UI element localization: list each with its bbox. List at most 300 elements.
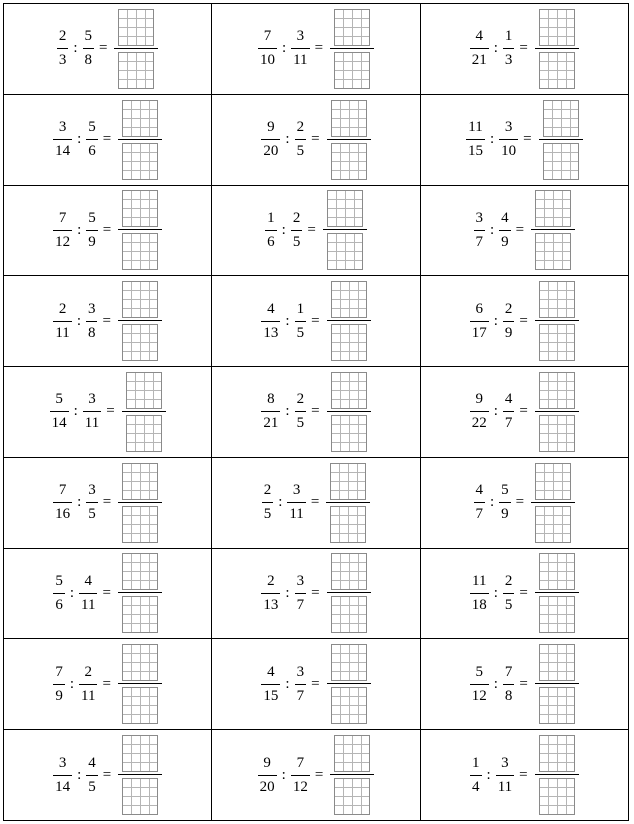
divisor-fraction	[291, 210, 303, 251]
denominator: 11	[84, 415, 100, 432]
divisor-fraction	[499, 482, 511, 523]
answer-fraction-box[interactable]	[535, 735, 579, 815]
denominator: 15	[263, 687, 279, 704]
answer-numerator-grid[interactable]	[330, 463, 366, 500]
problem-cell	[420, 548, 628, 639]
division-problem	[258, 735, 375, 815]
denominator: 14	[51, 415, 67, 432]
division-sign: :	[285, 312, 290, 329]
problem-cell	[212, 457, 420, 548]
answer-fraction-box[interactable]	[118, 463, 162, 543]
division-problem	[53, 553, 162, 633]
numerator: 5	[475, 663, 483, 680]
numerator: 5	[501, 482, 509, 499]
division-problem	[53, 735, 162, 815]
equals-sign: =	[519, 675, 528, 692]
numerator: 3	[88, 482, 96, 499]
dividend-fraction	[261, 301, 280, 342]
answer-fraction-box[interactable]	[539, 100, 583, 180]
divisor-fraction	[86, 482, 98, 523]
denominator: 12	[55, 233, 71, 250]
answer-denominator-grid[interactable]	[327, 233, 363, 270]
answer-fraction-line	[531, 229, 575, 230]
answer-numerator-grid[interactable]	[126, 372, 162, 409]
answer-fraction-box[interactable]	[327, 553, 371, 633]
answer-fraction-line	[535, 774, 579, 775]
answer-fraction-box[interactable]	[114, 9, 158, 89]
answer-fraction-box[interactable]	[118, 644, 162, 724]
numerator: 3	[292, 482, 301, 499]
denominator: 11	[55, 324, 70, 341]
numerator: 7	[58, 209, 67, 226]
answer-denominator-grid[interactable]	[122, 143, 158, 180]
division-sign: :	[69, 675, 75, 692]
answer-fraction-line	[535, 48, 579, 49]
problem-cell	[212, 185, 420, 276]
answer-denominator-grid[interactable]	[535, 506, 571, 543]
dividend-fraction	[258, 28, 277, 69]
numerator: 2	[263, 482, 272, 499]
denominator: 9	[88, 233, 96, 250]
answer-fraction-line	[118, 774, 162, 775]
divisor-fraction	[503, 301, 515, 342]
answer-fraction-line	[327, 139, 371, 140]
numerator: 11	[468, 119, 483, 136]
denominator: 4	[472, 778, 480, 795]
division-problem	[470, 735, 579, 815]
numerator: 5	[55, 572, 63, 589]
denominator: 13	[263, 324, 279, 341]
numerator: 3	[501, 754, 509, 771]
answer-denominator-grid[interactable]	[126, 415, 162, 452]
numerator: 2	[292, 209, 301, 226]
answer-fraction-line	[326, 502, 370, 503]
denominator: 9	[501, 506, 509, 523]
dividend-fraction	[53, 210, 72, 251]
answer-denominator-grid[interactable]	[539, 52, 575, 89]
denominator: 10	[501, 143, 517, 160]
dividend-fraction	[265, 210, 277, 251]
worksheet-row	[4, 94, 629, 185]
divisor-fraction	[291, 28, 309, 69]
problem-cell	[4, 730, 212, 821]
problem-cell	[4, 367, 212, 458]
problem-cell	[212, 94, 420, 185]
answer-numerator-grid[interactable]	[122, 100, 158, 137]
denominator: 21	[263, 415, 279, 432]
answer-fraction-line	[535, 592, 579, 593]
dividend-fraction	[474, 210, 486, 251]
problem-cell	[4, 276, 212, 367]
divisor-fraction	[295, 573, 307, 614]
answer-numerator-grid[interactable]	[539, 9, 575, 46]
answer-fraction-box[interactable]	[535, 553, 579, 633]
answer-fraction-box[interactable]	[327, 372, 371, 452]
problem-cell	[212, 548, 420, 639]
answer-numerator-grid[interactable]	[331, 281, 367, 318]
equals-sign: =	[102, 584, 111, 601]
divisor-fraction	[86, 755, 98, 796]
numerator: 5	[88, 119, 96, 136]
divisor-fraction	[79, 664, 97, 705]
answer-numerator-grid[interactable]	[122, 281, 158, 318]
division-sign: :	[73, 40, 78, 57]
answer-numerator-grid[interactable]	[331, 553, 367, 590]
numerator: 9	[263, 754, 271, 771]
division-problem	[474, 463, 576, 543]
division-problem	[50, 372, 166, 452]
divisor-fraction	[86, 119, 98, 160]
numerator: 4	[88, 754, 96, 771]
answer-denominator-grid[interactable]	[539, 596, 575, 633]
answer-denominator-grid[interactable]	[331, 687, 367, 724]
answer-denominator-grid[interactable]	[331, 596, 367, 633]
divisor-fraction	[503, 573, 515, 614]
dividend-fraction	[470, 664, 489, 705]
dividend-fraction	[474, 482, 486, 523]
division-sign: :	[281, 40, 287, 57]
answer-numerator-grid[interactable]	[539, 644, 575, 681]
numerator: 5	[84, 28, 93, 45]
divisor-fraction	[503, 28, 515, 69]
answer-fraction-line	[118, 229, 162, 230]
divisor-fraction	[79, 573, 97, 614]
answer-numerator-grid[interactable]	[118, 9, 154, 46]
dividend-fraction	[470, 755, 482, 796]
answer-fraction-box[interactable]	[330, 9, 374, 89]
denominator: 13	[263, 596, 279, 613]
answer-fraction-box[interactable]	[327, 644, 371, 724]
equals-sign: =	[519, 40, 528, 57]
answer-numerator-grid[interactable]	[539, 735, 575, 772]
divisor-fraction	[83, 28, 95, 69]
answer-fraction-line	[330, 774, 374, 775]
divisor-fraction	[295, 391, 307, 432]
answer-fraction-box[interactable]	[118, 100, 162, 180]
divisor-fraction	[295, 664, 307, 705]
problem-cell	[4, 4, 212, 95]
numerator: 1	[267, 209, 275, 226]
division-sign: :	[77, 131, 82, 148]
problem-cell	[212, 730, 420, 821]
numerator: 3	[475, 209, 483, 226]
division-problem	[470, 644, 579, 724]
denominator: 8	[87, 324, 96, 341]
answer-denominator-grid[interactable]	[330, 506, 366, 543]
denominator: 11	[289, 506, 304, 523]
answer-fraction-line	[327, 320, 371, 321]
problem-cell	[4, 94, 212, 185]
numerator: 2	[504, 572, 513, 589]
answer-denominator-grid[interactable]	[539, 687, 575, 724]
division-problem	[470, 553, 579, 633]
divisor-fraction	[499, 210, 511, 251]
equals-sign: =	[102, 675, 111, 692]
answer-fraction-line	[330, 48, 374, 49]
denominator: 7	[475, 506, 483, 523]
denominator: 18	[471, 596, 487, 613]
numerator: 7	[263, 28, 272, 45]
answer-denominator-grid[interactable]	[334, 778, 370, 815]
problem-cell	[4, 457, 212, 548]
equals-sign: =	[519, 403, 528, 420]
division-problem	[53, 644, 162, 724]
problem-cell	[420, 367, 628, 458]
answer-denominator-grid[interactable]	[334, 52, 370, 89]
answer-fraction-line	[118, 320, 162, 321]
problem-cell	[420, 730, 628, 821]
answer-denominator-grid[interactable]	[122, 778, 158, 815]
denominator: 11	[81, 687, 96, 704]
answer-fraction-line	[118, 683, 162, 684]
numerator: 7	[504, 663, 513, 680]
answer-denominator-grid[interactable]	[122, 596, 158, 633]
numerator: 4	[84, 572, 92, 589]
division-problem	[261, 100, 370, 180]
answer-fraction-line	[327, 592, 371, 593]
answer-numerator-grid[interactable]	[331, 372, 367, 409]
numerator: 7	[296, 754, 305, 771]
answer-numerator-grid[interactable]	[535, 463, 571, 500]
dividend-fraction	[53, 119, 72, 160]
denominator: 9	[55, 687, 63, 704]
divisor-fraction	[503, 391, 515, 432]
denominator: 5	[504, 596, 513, 613]
denominator: 8	[84, 52, 93, 69]
division-problem	[474, 190, 576, 270]
divisor-fraction	[295, 119, 307, 160]
denominator: 9	[504, 324, 513, 341]
equals-sign: =	[515, 221, 525, 238]
answer-fraction-box[interactable]	[531, 190, 575, 270]
dividend-fraction	[53, 664, 65, 705]
division-sign: :	[285, 131, 290, 148]
answer-fraction-box[interactable]	[535, 9, 579, 89]
division-sign: :	[493, 312, 498, 329]
answer-denominator-grid[interactable]	[122, 233, 158, 270]
worksheet-row	[4, 185, 629, 276]
answer-denominator-grid[interactable]	[331, 143, 367, 180]
equals-sign: =	[311, 584, 320, 601]
denominator: 5	[88, 506, 96, 523]
division-sign: :	[493, 40, 498, 57]
division-sign: :	[77, 494, 82, 511]
division-sign: :	[285, 403, 290, 420]
answer-fraction-box[interactable]	[323, 190, 367, 270]
answer-fraction-line	[327, 683, 371, 684]
answer-fraction-box[interactable]	[535, 644, 579, 724]
worksheet-row	[4, 4, 629, 95]
denominator: 7	[504, 415, 513, 432]
answer-fraction-line	[535, 411, 579, 412]
denominator: 21	[471, 52, 487, 69]
division-problem	[261, 281, 370, 361]
denominator: 16	[55, 506, 71, 523]
answer-fraction-line	[535, 683, 579, 684]
denominator: 7	[296, 596, 305, 613]
division-problem	[261, 644, 370, 724]
answer-fraction-box[interactable]	[122, 372, 166, 452]
numerator: 2	[296, 391, 305, 408]
answer-denominator-grid[interactable]	[122, 506, 158, 543]
numerator: 5	[55, 391, 63, 408]
problem-cell	[420, 276, 628, 367]
denominator: 11	[497, 778, 513, 795]
denominator: 9	[501, 233, 509, 250]
numerator: 2	[267, 572, 275, 589]
denominator: 14	[55, 143, 71, 160]
division-problem	[262, 463, 371, 543]
answer-fraction-box[interactable]	[118, 553, 162, 633]
numerator: 4	[475, 28, 483, 45]
answer-fraction-line	[118, 139, 162, 140]
numerator: 3	[504, 119, 513, 136]
numerator: 7	[58, 482, 67, 499]
answer-numerator-grid[interactable]	[122, 463, 158, 500]
answer-fraction-box[interactable]	[118, 281, 162, 361]
answer-fraction-box[interactable]	[326, 463, 370, 543]
problem-cell	[420, 639, 628, 730]
division-sign: :	[285, 584, 290, 601]
answer-numerator-grid[interactable]	[327, 190, 363, 227]
answer-numerator-grid[interactable]	[539, 281, 575, 318]
dividend-fraction	[261, 573, 280, 614]
division-sign: :	[493, 675, 498, 692]
division-sign: :	[486, 766, 491, 783]
answer-denominator-grid[interactable]	[331, 415, 367, 452]
division-problem	[470, 9, 579, 89]
dividend-fraction	[258, 755, 277, 796]
problem-cell	[212, 4, 420, 95]
division-sign: :	[73, 403, 78, 420]
numerator: 3	[296, 572, 305, 589]
answer-fraction-box[interactable]	[327, 281, 371, 361]
denominator: 3	[58, 52, 67, 69]
answer-fraction-box[interactable]	[327, 100, 371, 180]
dividend-fraction	[261, 391, 280, 432]
answer-denominator-grid[interactable]	[122, 324, 158, 361]
worksheet-row	[4, 457, 629, 548]
answer-denominator-grid[interactable]	[539, 778, 575, 815]
answer-numerator-grid[interactable]	[122, 553, 158, 590]
answer-numerator-grid[interactable]	[122, 644, 158, 681]
denominator: 6	[88, 143, 96, 160]
division-sign: :	[493, 403, 498, 420]
dividend-fraction	[466, 119, 485, 160]
division-problem	[470, 372, 579, 452]
answer-numerator-grid[interactable]	[539, 372, 575, 409]
answer-fraction-box[interactable]	[118, 735, 162, 815]
division-sign: :	[493, 584, 498, 601]
denominator: 5	[296, 143, 305, 160]
answer-fraction-box[interactable]	[535, 281, 579, 361]
answer-denominator-grid[interactable]	[331, 324, 367, 361]
denominator: 5	[292, 233, 301, 250]
division-problem	[261, 372, 370, 452]
equals-sign: =	[519, 312, 528, 329]
division-sign: :	[490, 131, 495, 148]
denominator: 5	[88, 778, 96, 795]
numerator: 4	[267, 663, 275, 680]
answer-numerator-grid[interactable]	[334, 735, 370, 772]
division-problem	[53, 281, 162, 361]
divisor-fraction	[291, 755, 310, 796]
answer-numerator-grid[interactable]	[331, 100, 367, 137]
answer-fraction-line	[535, 320, 579, 321]
answer-fraction-line	[327, 411, 371, 412]
division-sign: :	[278, 494, 283, 511]
answer-denominator-grid[interactable]	[118, 52, 154, 89]
problem-cell	[212, 367, 420, 458]
divisor-fraction	[503, 664, 515, 705]
worksheet-row	[4, 639, 629, 730]
dividend-fraction	[50, 391, 69, 432]
divisor-fraction	[86, 210, 98, 251]
numerator: 1	[504, 28, 513, 45]
answer-numerator-grid[interactable]	[535, 190, 571, 227]
problem-cell	[420, 94, 628, 185]
answer-fraction-box[interactable]	[330, 735, 374, 815]
problem-cell	[420, 457, 628, 548]
answer-denominator-grid[interactable]	[122, 687, 158, 724]
problem-cell	[212, 639, 420, 730]
equals-sign: =	[311, 131, 320, 148]
answer-fraction-line	[323, 229, 367, 230]
problem-cell	[4, 185, 212, 276]
worksheet-row	[4, 548, 629, 639]
answer-denominator-grid[interactable]	[543, 143, 579, 180]
numerator: 4	[475, 482, 483, 499]
dividend-fraction	[53, 301, 71, 342]
divisor-fraction	[83, 391, 101, 432]
equals-sign: =	[519, 584, 528, 601]
answer-fraction-box[interactable]	[531, 463, 575, 543]
answer-denominator-grid[interactable]	[535, 233, 571, 270]
answer-numerator-grid[interactable]	[334, 9, 370, 46]
numerator: 3	[88, 391, 96, 408]
problem-cell	[4, 639, 212, 730]
denominator: 20	[259, 778, 275, 795]
answer-numerator-grid[interactable]	[331, 644, 367, 681]
answer-fraction-box[interactable]	[535, 372, 579, 452]
answer-fraction-box[interactable]	[118, 190, 162, 270]
worksheet-row	[4, 276, 629, 367]
answer-numerator-grid[interactable]	[122, 735, 158, 772]
equals-sign: =	[102, 494, 112, 511]
problem-cell	[4, 548, 212, 639]
answer-denominator-grid[interactable]	[539, 324, 575, 361]
worksheet-table	[3, 3, 629, 821]
denominator: 7	[296, 687, 305, 704]
dividend-fraction	[53, 755, 72, 796]
division-sign: :	[77, 766, 82, 783]
division-problem	[57, 9, 159, 89]
denominator: 22	[471, 415, 487, 432]
denominator: 3	[504, 52, 513, 69]
answer-fraction-line	[118, 592, 162, 593]
answer-numerator-grid[interactable]	[543, 100, 579, 137]
answer-numerator-grid[interactable]	[122, 190, 158, 227]
equals-sign: =	[310, 494, 320, 511]
answer-numerator-grid[interactable]	[539, 553, 575, 590]
equals-sign: =	[102, 131, 112, 148]
answer-denominator-grid[interactable]	[539, 415, 575, 452]
numerator: 3	[296, 28, 305, 45]
denominator: 8	[504, 687, 513, 704]
division-sign: :	[281, 766, 286, 783]
numerator: 2	[504, 300, 513, 317]
equals-sign: =	[515, 494, 525, 511]
